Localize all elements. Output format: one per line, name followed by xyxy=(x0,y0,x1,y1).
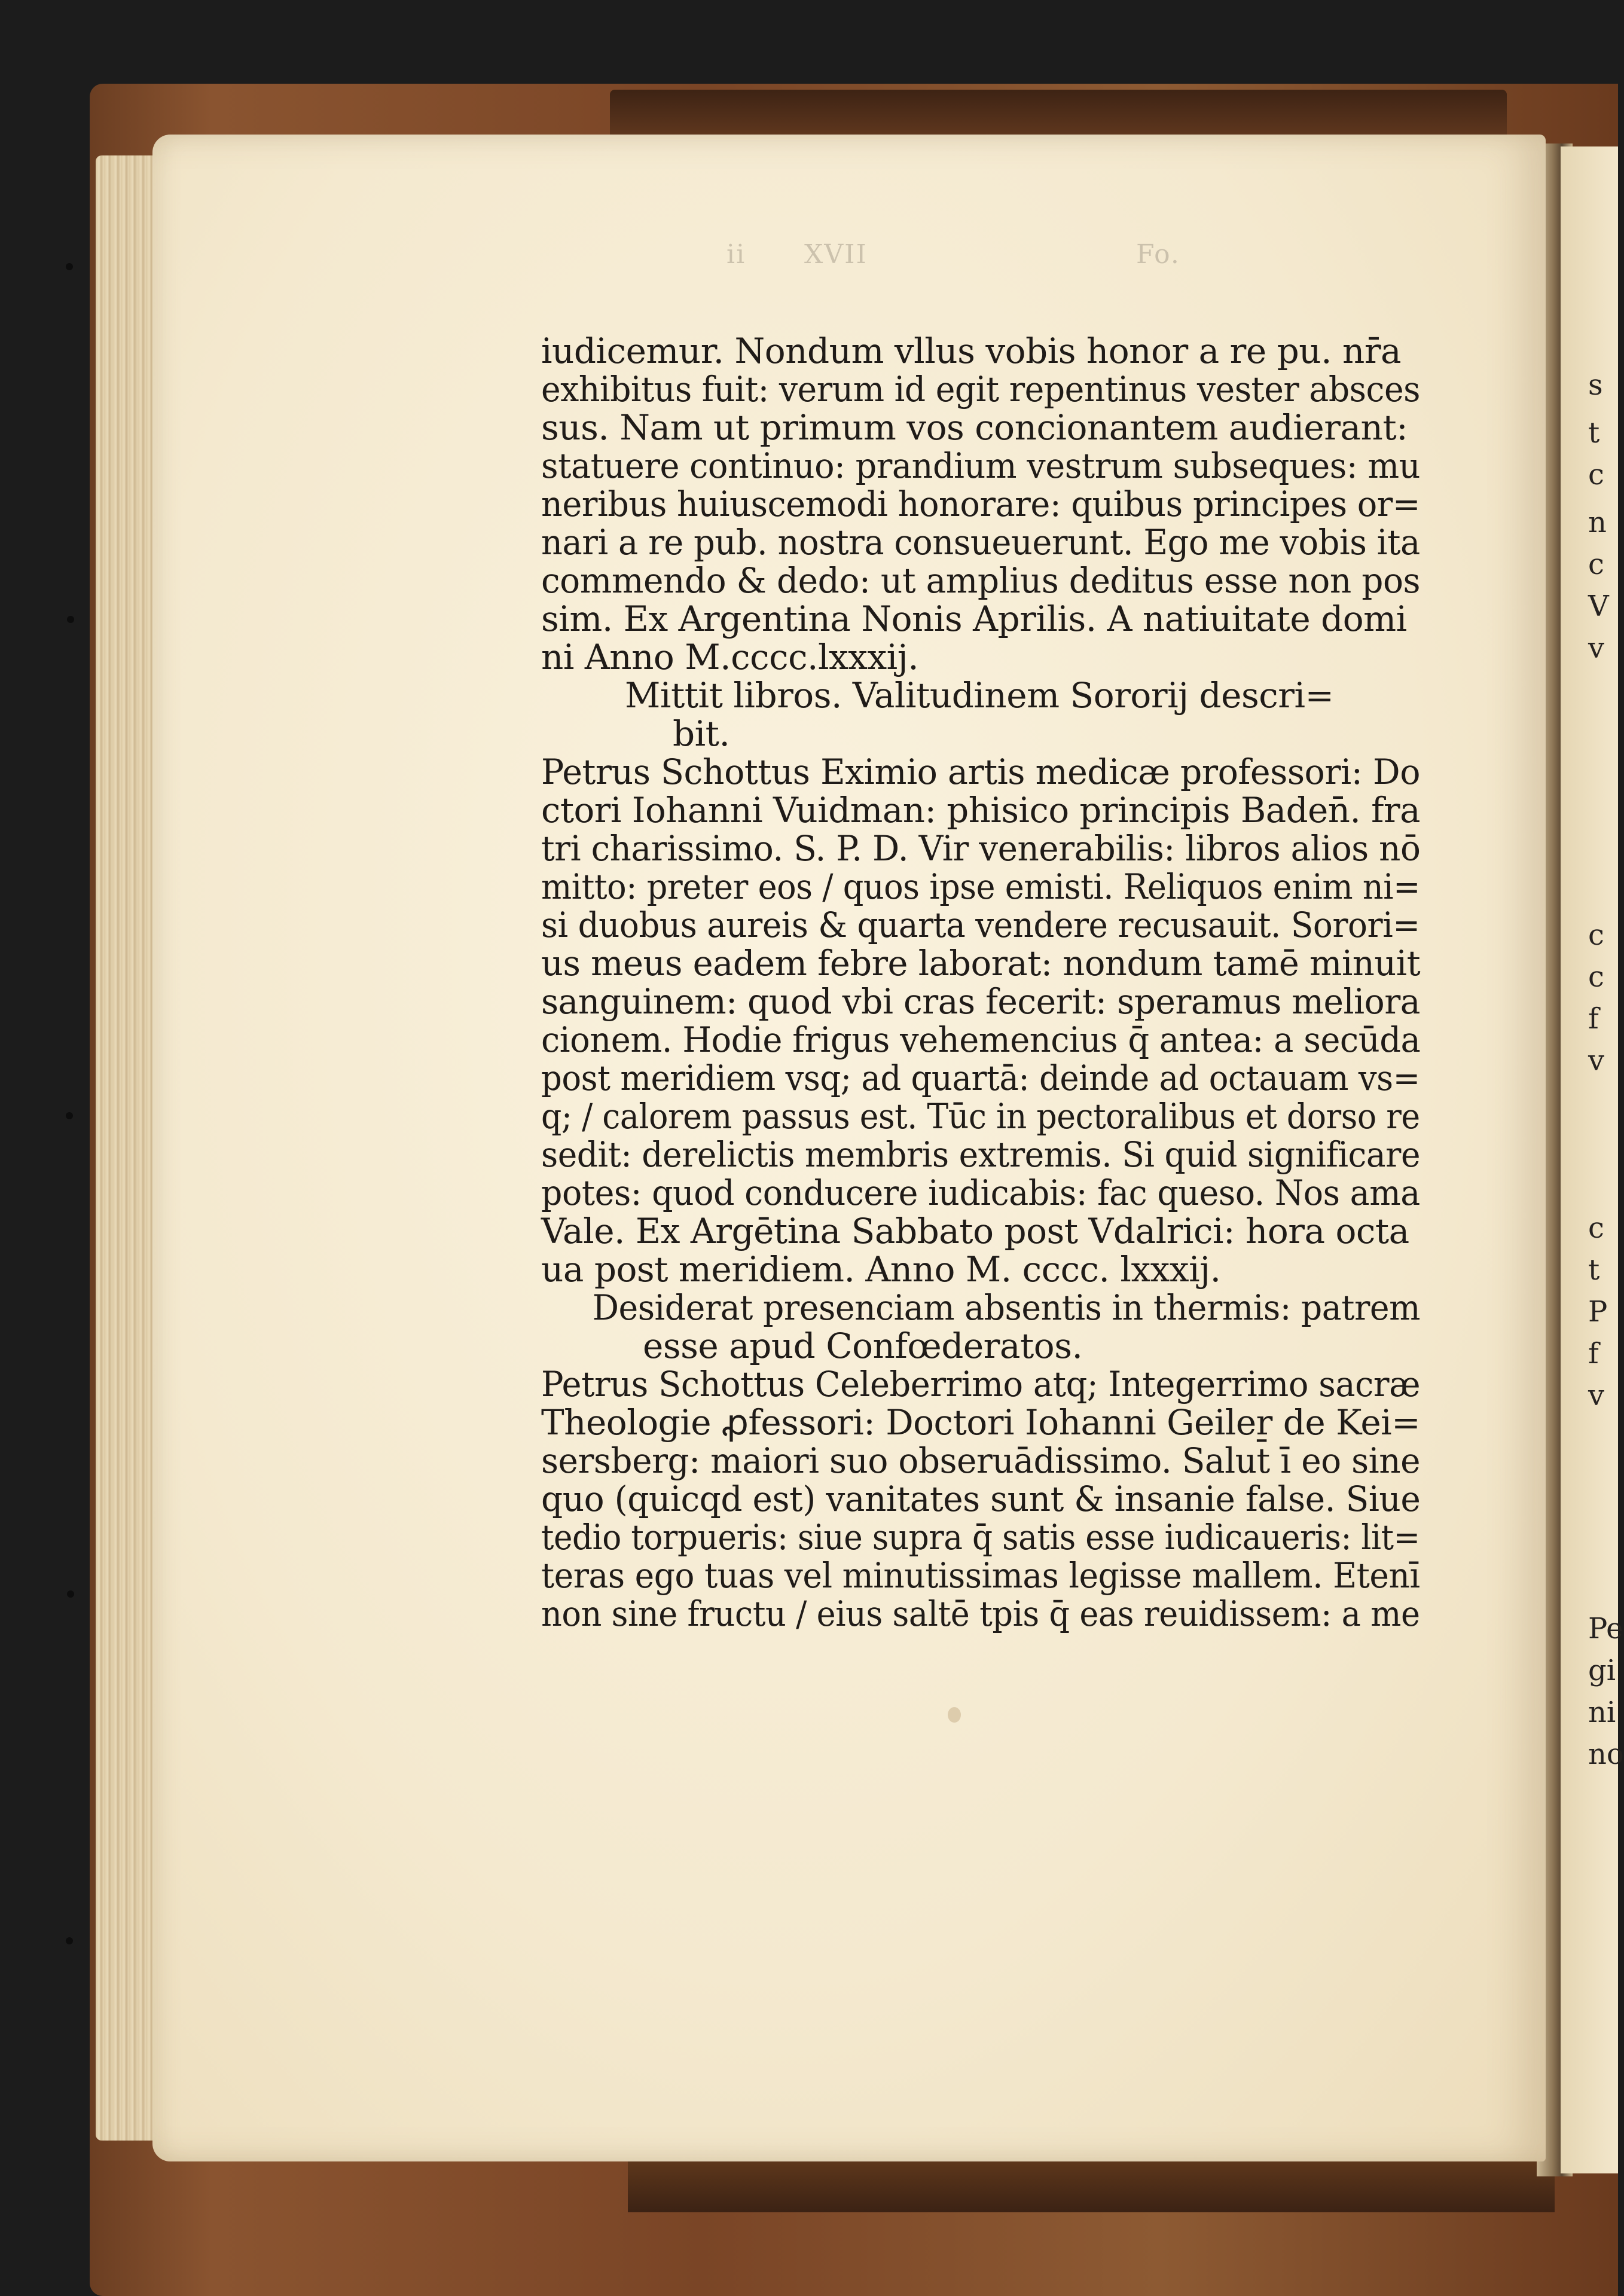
facing-text-fragment: t xyxy=(1588,1253,1600,1287)
text-line: neribus huiuscemodi honorare: quibus principes or= xyxy=(541,484,1421,524)
text-line: Vale. Ex Argētina Sabbato post Vdalrici: hora octa xyxy=(541,1211,1409,1251)
text-line: potes: quod conducere iudicabis: fac queso. Nos ama xyxy=(541,1173,1420,1213)
text-line: q; / calorem passus est. Tūc in pectoralibus et dorso re xyxy=(541,1096,1420,1137)
facing-text-fragment: no xyxy=(1588,1738,1624,1771)
folio-mark-numeral: XVII xyxy=(804,239,868,270)
facing-text-fragment: ni xyxy=(1588,1696,1616,1729)
paper-spot xyxy=(948,1707,961,1723)
text-line: sim. Ex Argentina Nonis Aprilis. A natiuitate domi xyxy=(541,599,1407,639)
binding-hole xyxy=(66,1937,73,1944)
text-line: sedit: derelictis membris extremis. Si quid significare xyxy=(541,1134,1421,1175)
folio-mark-right: Fo. xyxy=(1136,239,1180,270)
facing-text-fragment: Pe xyxy=(1588,1612,1623,1645)
facing-text-fragment: v xyxy=(1588,631,1605,665)
letter-text-block xyxy=(541,332,1420,1633)
facing-text-fragment: v xyxy=(1588,1379,1605,1412)
folio-mark-left: ii xyxy=(726,239,746,270)
summary-line: Desiderat presenciam absentis in thermis: patrem xyxy=(592,1287,1420,1328)
text-line: sanguinem: quod vbi cras fecerit: speramus meliora xyxy=(541,981,1421,1022)
summary-line: Mittit libros. Valitudinem Sororij descri= xyxy=(625,675,1334,716)
text-line: Theologie ꝓfessori: Doctori Iohanni Geiler de Kei= xyxy=(541,1402,1421,1443)
summary-line: bit. xyxy=(673,713,730,754)
facing-page xyxy=(1561,146,1618,2173)
facing-text-fragment: P xyxy=(1588,1295,1608,1329)
facing-text-fragment: s xyxy=(1588,368,1603,402)
text-line: statuere continuo: prandium vestrum subseques: mu xyxy=(541,445,1420,486)
text-line: non sine fructu / eius saltē tpis q̄ eas reuidissem: a me xyxy=(541,1593,1420,1634)
text-line: teras ego tuas vel minutissimas legisse mallem. Etenī xyxy=(541,1555,1420,1596)
facing-text-fragment: c xyxy=(1588,918,1604,952)
binding-hole xyxy=(67,616,74,623)
text-line: quo (quicqd est) vanitates sunt & insanie false. Siue xyxy=(541,1479,1421,1519)
text-line: nari a re pub. nostra consueuerunt. Ego me vobis ita xyxy=(541,522,1420,563)
facing-text-fragment: c xyxy=(1588,458,1604,491)
text-line: tri charissimo. S. P. D. Vir venerabilis: libros alios nō xyxy=(541,828,1421,869)
text-line: ni Anno M.cccc.lxxxij. xyxy=(541,637,919,677)
text-line: commendo & dedo: ut amplius deditus esse non pos xyxy=(541,560,1421,601)
text-line: sersberg: maiori suo obseruādissimo. Salut̄ ī eo sine xyxy=(541,1440,1421,1481)
text-line: exhibitus fuit: verum id egit repentinus vester absces xyxy=(541,369,1420,410)
text-line: ctori Iohanni Vuidman: phisico principis Baden̄. fra xyxy=(541,790,1421,831)
text-line: cionem. Hodie frigus vehemencius q̄ antea: a secūda xyxy=(541,1019,1421,1060)
facing-text-fragment: v xyxy=(1588,1044,1605,1077)
salutation-line: Petrus Schottus Celeberrimo atq; Integerrimo sacræ xyxy=(541,1364,1421,1405)
facing-text-fragment: c xyxy=(1588,960,1604,994)
text-line: us meus eadem febre laborat: nondum tamē minuit xyxy=(541,943,1421,984)
summary-line: esse apud Confœderatos. xyxy=(643,1326,1083,1366)
facing-text-fragment: gi xyxy=(1588,1654,1616,1687)
facing-text-fragment: n xyxy=(1588,506,1607,539)
text-line: tedio torpueris: siue supra q̄ satis esse iudicaueris: lit= xyxy=(541,1517,1420,1558)
facing-text-fragment: f xyxy=(1588,1002,1599,1036)
facing-text-fragment: t xyxy=(1588,416,1600,450)
text-line: si duobus aureis & quarta vendere recusauit. Sorori= xyxy=(541,905,1420,945)
facing-text-fragment: c xyxy=(1588,1211,1604,1245)
binding-hole xyxy=(66,1112,73,1119)
text-line: mitto: preter eos / quos ipse emisti. Reliquos enim ni= xyxy=(541,866,1420,907)
binding-hole xyxy=(66,263,73,270)
text-line: post meridiem vsq; ad quartā: deinde ad octauam vs= xyxy=(541,1058,1420,1098)
text-line: sus. Nam ut primum vos concionantem audierant: xyxy=(541,407,1408,448)
facing-text-fragment: c xyxy=(1588,548,1604,581)
binding-hole xyxy=(67,1590,74,1598)
text-line: ua post meridiem. Anno M. cccc. lxxxij. xyxy=(541,1249,1221,1290)
facing-text-fragment: f xyxy=(1588,1337,1599,1370)
text-line: iudicemur. Nondum vllus vobis honor a re pu. nr̄a xyxy=(541,331,1402,371)
facing-text-fragment: V xyxy=(1588,590,1609,623)
salutation-line: Petrus Schottus Eximio artis medicæ professori: Do xyxy=(541,752,1420,792)
